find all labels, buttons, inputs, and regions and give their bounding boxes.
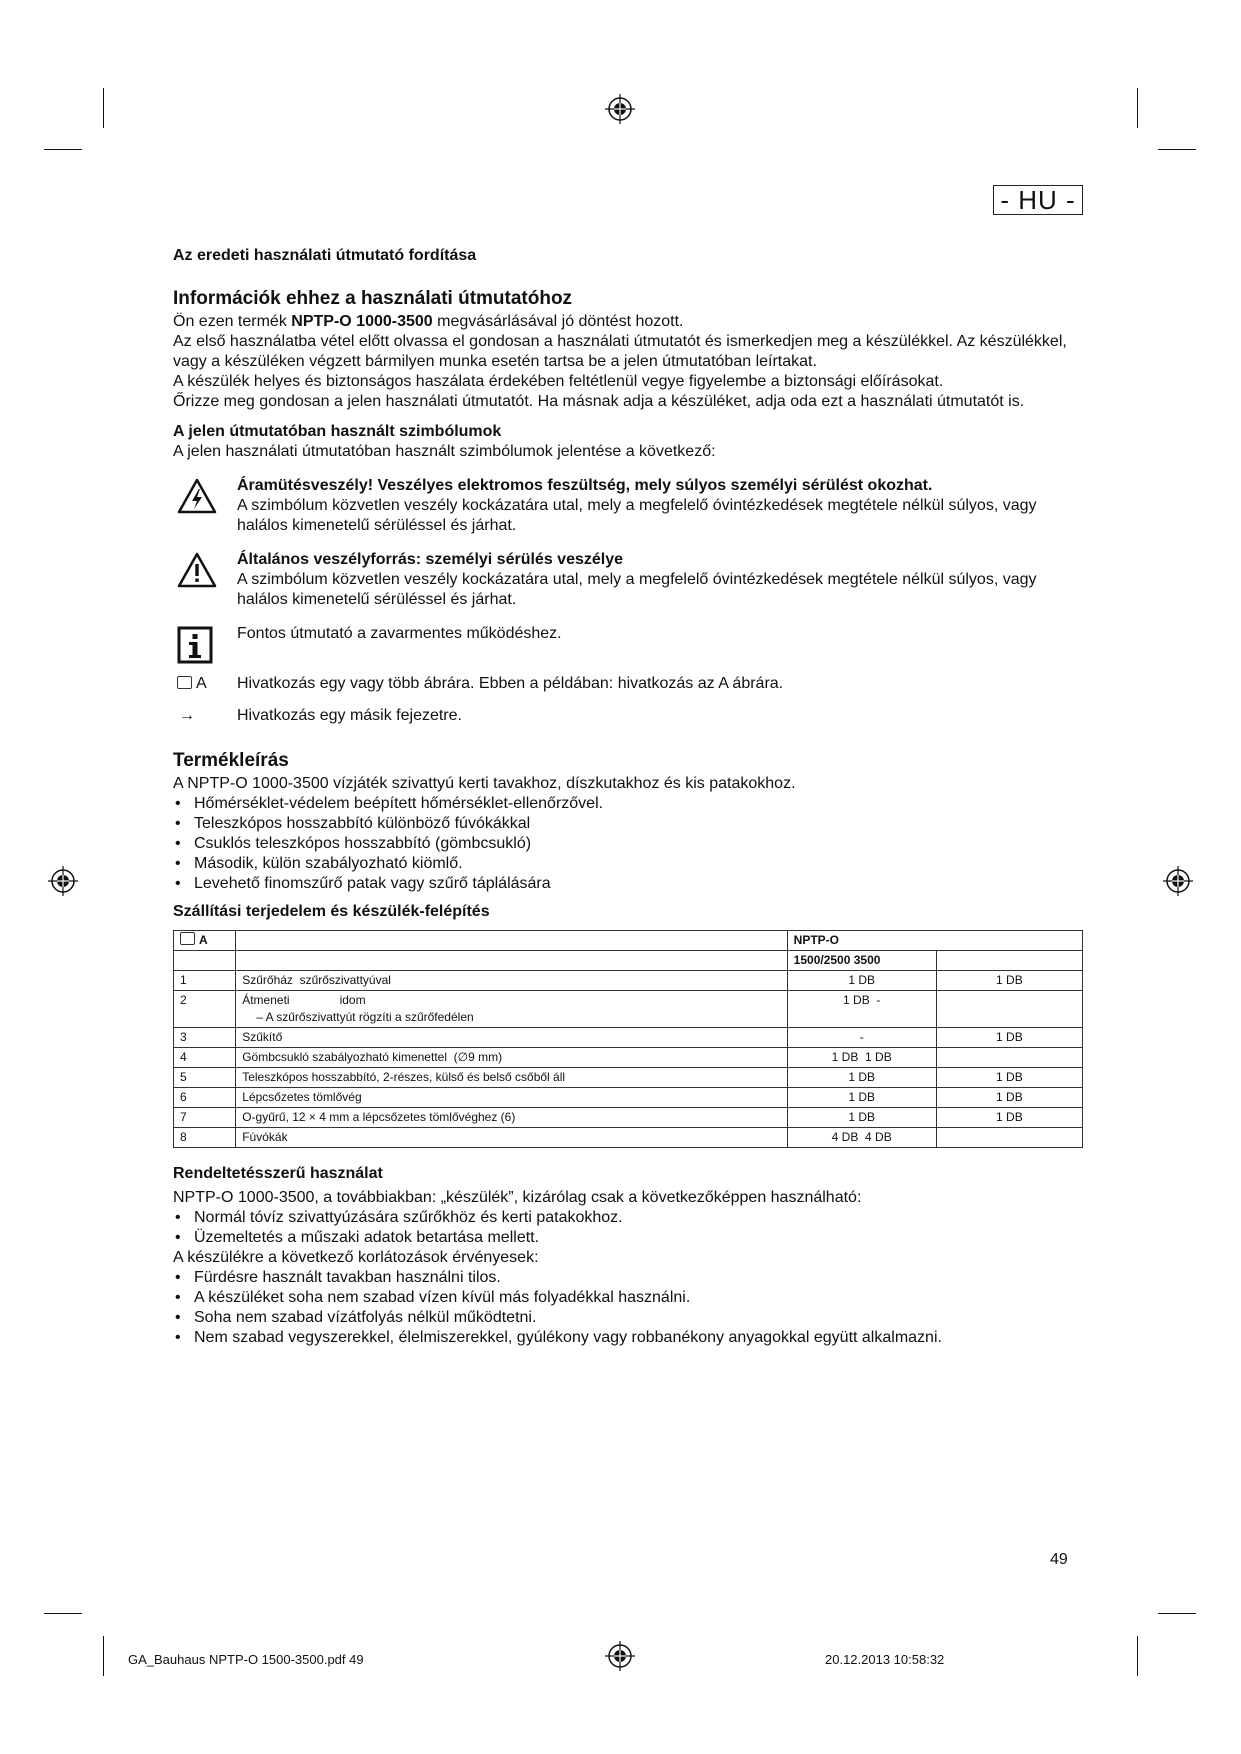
crop-mark [103, 88, 104, 128]
row-qty-1: 1 DB [787, 971, 936, 991]
table-row [174, 1108, 1083, 1128]
list-item: • Nem szabad vegyszerekkel, élelmiszerekkel, gyúlékony vagy robbanékony anyagokkal együtt alkalmazni. [173, 1328, 1083, 1348]
info-heading: Információk ehhez a használati útmutatóhoz [173, 288, 573, 309]
row-number: 2 [174, 991, 236, 1028]
table-header-row: 1500/2500 3500 [174, 951, 1083, 971]
table-row [174, 991, 1083, 1028]
row-qty-1: - [787, 1028, 936, 1048]
row-number: 5 [174, 1068, 236, 1088]
row-number: 4 [174, 1048, 236, 1068]
table-row [174, 1088, 1083, 1108]
paragraph: Az első használatba vétel előtt olvassa el gondosan a használati útmutatót és ismerkedjen meg a készülékkel. Az készülékkel, vagy a készüléken végzett bármilyen munka esetén tartsa be a jelen útmutatóban leírtakat. [173, 333, 1067, 370]
row-number: 3 [174, 1028, 236, 1048]
parts-table [173, 930, 1083, 1148]
row-qty-1: 1 DB [787, 1088, 936, 1108]
list-item: • Csuklós teleszkópos hosszabbító (gömbcsukló) [173, 834, 1083, 854]
row-description: Átmeneti idom – A szűrőszivattyút rögzíti a szűrőfedélen [236, 991, 787, 1028]
usage-heading: Rendeltetésszerű használat [173, 1165, 383, 1182]
table-row [174, 1068, 1083, 1088]
row-qty-2: 1 DB [936, 1028, 1082, 1048]
symbol-chapter-ref: → Hivatkozás egy másik fejezetre. [179, 707, 462, 724]
row-number: 1 [174, 971, 236, 991]
table-row [174, 971, 1083, 991]
row-qty-1: 4 DB 4 DB [787, 1128, 936, 1148]
row-description: Lépcsőzetes tömlővég [236, 1088, 787, 1108]
usage-allowed-list [173, 1208, 1083, 1248]
list-item: • Hőmérséklet-védelem beépített hőmérséklet-ellenőrzővel. [173, 794, 1083, 814]
crop-mark [1137, 88, 1138, 128]
symbol-electric: Áramütésveszély! Veszélyes elektromos feszültség, mely súlyos személyi sérülést okozhat. A szimbólum közvetlen veszély kockázatára utal, mely a megfelelő óvintézkedések megtétele nélkül súlyos, vagy halálos kimenetelű sérüléssel és járhat. [173, 476, 1083, 536]
symbols-heading: A jelen útmutatóban használt szimbólumok [173, 423, 502, 440]
row-number: 6 [174, 1088, 236, 1108]
product-name: NPTP-O 1000-3500 [291, 313, 433, 330]
row-description: Szűrőház szűrőszivattyúval [236, 971, 787, 991]
crop-mark [44, 1613, 82, 1614]
paragraph: A készülék helyes és biztonságos haszálata érdekében feltétlenül vegye figyelembe a biztonsági előírásokat. [173, 373, 944, 390]
footer-file: GA_Bauhaus NPTP-O 1500-3500.pdf 49 [128, 1652, 364, 1667]
document-subtitle: Az eredeti használati útmutató fordítása [173, 247, 477, 264]
table-header-row: A NPTP-O [174, 931, 1083, 951]
row-qty-2 [936, 1048, 1082, 1068]
row-description: Teleszkópos hosszabbító, 2-részes, külső és belső csőből áll [236, 1068, 787, 1088]
row-qty-2 [936, 991, 1082, 1028]
row-description: Szűkítő [236, 1028, 787, 1048]
arrow-right-icon: → [179, 707, 195, 724]
registration-mark-icon [605, 94, 635, 124]
restrictions-list [173, 1268, 1083, 1348]
row-qty-2 [936, 1128, 1082, 1148]
row-number: 8 [174, 1128, 236, 1148]
intro-line: Ön ezen termék NPTP-O 1000-3500 megvásárlásával jó döntést hozott. [173, 313, 684, 330]
table-row [174, 1048, 1083, 1068]
row-sub-description: – A szűrőszivattyút rögzíti a szűrőfedélen [256, 1010, 474, 1024]
list-item: • Soha nem szabad vízátfolyás nélkül működtetni. [173, 1308, 1083, 1328]
electric-hazard-icon [177, 478, 217, 514]
list-item: • Második, külön szabályozható kiömlő. [173, 854, 1083, 874]
row-description: O-gyűrű, 12 × 4 mm a lépcsőzetes tömlővéghez (6) [236, 1108, 787, 1128]
crop-mark [1137, 1636, 1138, 1676]
symbols-intro: A jelen használati útmutatóban használt szimbólumok jelentése a következő: [173, 443, 716, 460]
list-item: • Normál tóvíz szivattyúzására szűrőkhöz és kerti patakokhoz. [173, 1208, 1083, 1228]
symbol-figure-ref: A Hivatkozás egy vagy több ábrára. Ebben a példában: hivatkozás az A ábrára. [173, 674, 1083, 694]
registration-mark-icon [1163, 866, 1193, 896]
product-features [173, 794, 1083, 894]
list-item: • Teleszkópos hosszabbító különböző fúvókákkal [173, 814, 1083, 834]
figure-ref-icon: A [177, 674, 207, 694]
row-qty-2: 1 DB [936, 1088, 1082, 1108]
info-icon [177, 626, 213, 664]
list-item: • Fürdésre használt tavakban használni tilos. [173, 1268, 1083, 1288]
row-qty-1: 1 DB [787, 1068, 936, 1088]
row-description: Fúvókák [236, 1128, 787, 1148]
table-row [174, 1128, 1083, 1148]
table-row [174, 1028, 1083, 1048]
row-qty-1: 1 DB - [787, 991, 936, 1028]
row-qty-2: 1 DB [936, 1068, 1082, 1088]
row-description: Gömbcsukló szabályozható kimenettel (∅9 mm) [236, 1048, 787, 1068]
crop-mark [1158, 1613, 1196, 1614]
registration-mark-icon [48, 866, 78, 896]
page-number: 49 [1050, 1551, 1068, 1568]
paragraph: Őrizze meg gondosan a jelen használati útmutatót. Ha másnak adja a készüléket, adja oda ezt a használati útmutatót is. [173, 393, 1025, 410]
footer-datetime: 20.12.2013 10:58:32 [825, 1652, 945, 1667]
product-intro: A NPTP-O 1000-3500 vízjáték szivattyú kerti tavakhoz, díszkutakhoz és kis patakokhoz. [173, 775, 796, 792]
delivery-heading: Szállítási terjedelem és készülék-felépítés [173, 903, 490, 920]
symbol-info: Fontos útmutató a zavarmentes működéshez. [173, 624, 1083, 664]
row-number: 7 [174, 1108, 236, 1128]
row-qty-2: 1 DB [936, 1108, 1082, 1128]
symbol-general: Általános veszélyforrás: személyi sérülés veszélye A szimbólum közvetlen veszély kockázatára utal, mely a megfelelő óvintézkedések megtétele nélkül súlyos, vagy halálos kimenetelű sérüléssel és járhat. [173, 550, 1083, 610]
language-tag: - HU - [993, 185, 1083, 215]
restrictions-intro: A készülékre a következő korlátozások érvényesek: [173, 1249, 539, 1266]
row-qty-2: 1 DB [936, 971, 1082, 991]
warning-icon [177, 552, 217, 588]
page-content [173, 246, 1083, 1348]
registration-mark-icon [605, 1641, 635, 1671]
crop-mark [44, 149, 82, 150]
list-item: • Levehető finomszűrő patak vagy szűrő táplálására [173, 874, 1083, 894]
crop-mark [1158, 149, 1196, 150]
row-qty-1: 1 DB 1 DB [787, 1048, 936, 1068]
crop-mark [103, 1636, 104, 1676]
product-heading: Termékleírás [173, 750, 289, 771]
usage-intro: NPTP-O 1000-3500, a továbbiakban: „készülék”, kizárólag csak a következőképpen használható: [173, 1189, 862, 1206]
row-qty-1: 1 DB [787, 1108, 936, 1128]
list-item: • Üzemeltetés a műszaki adatok betartása mellett. [173, 1228, 1083, 1248]
list-item: • A készüléket soha nem szabad vízen kívül más folyadékkal használni. [173, 1288, 1083, 1308]
